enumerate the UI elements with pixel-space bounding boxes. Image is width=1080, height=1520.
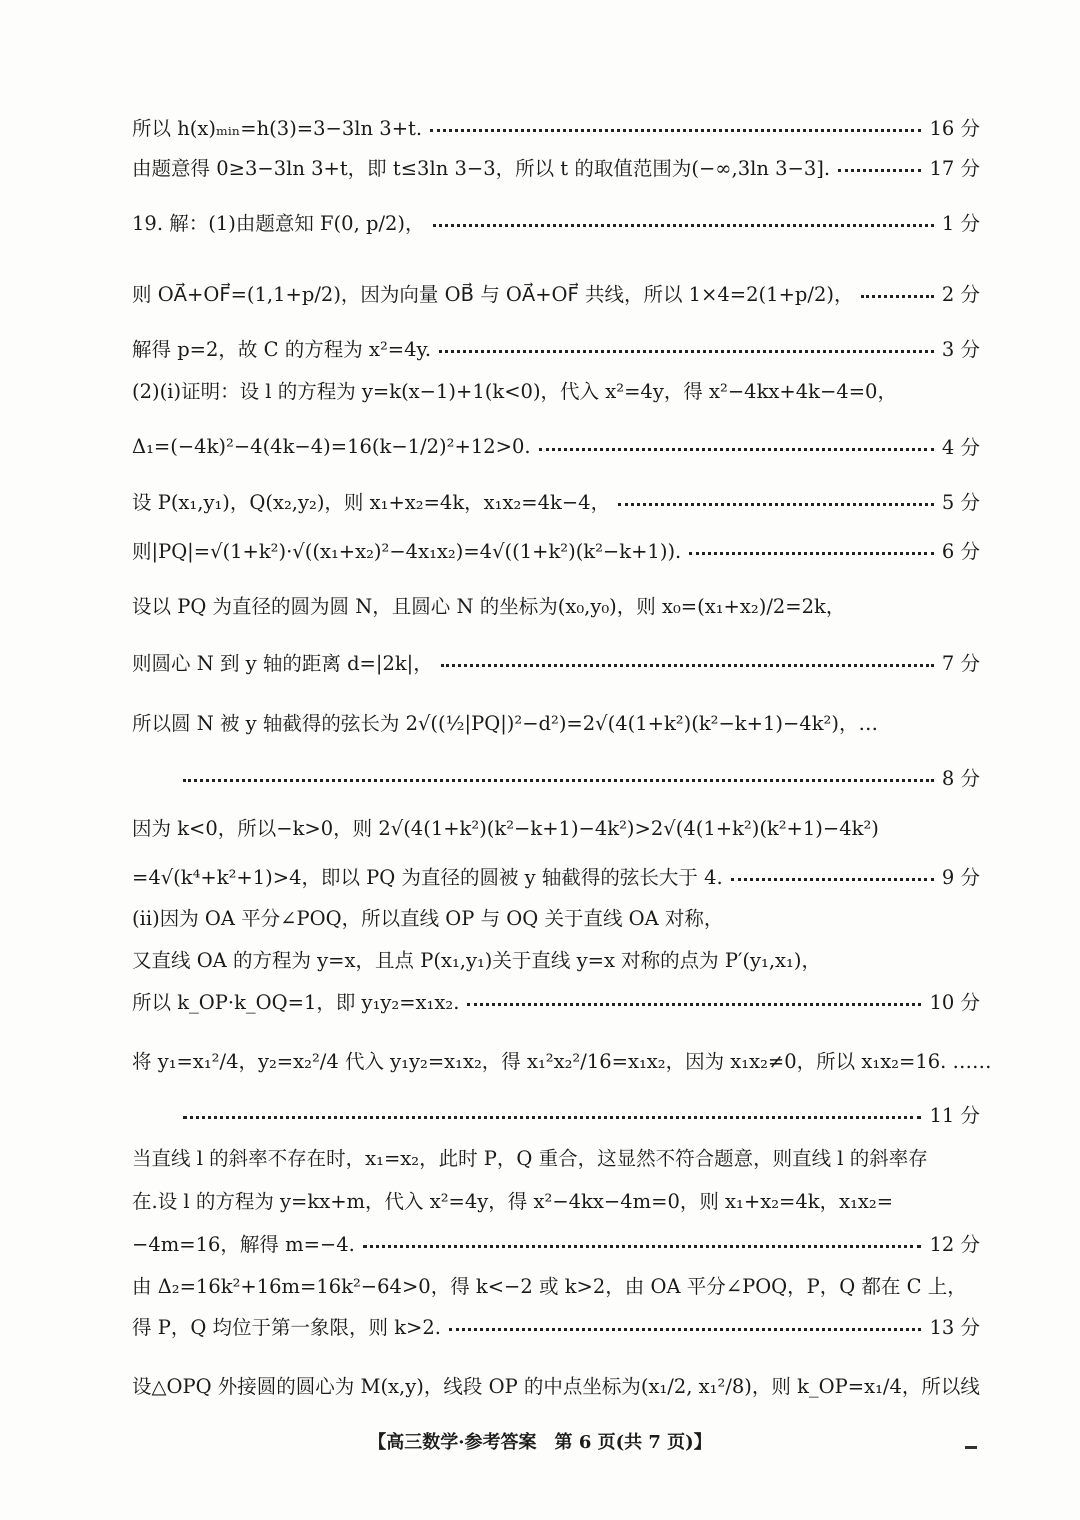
text-line xyxy=(132,642,980,682)
score-label: 16 分 xyxy=(929,117,980,140)
dot-leader xyxy=(439,350,934,353)
line-text: 将 y₁=x₁²/4，y₂=x₂²/4 代入 y₁y₂=x₁x₂，得 x₁²x₂²/16=x₁x₂，因为 x₁x₂≠0，所以 x₁x₂=16. …… xyxy=(132,1050,992,1073)
text-line xyxy=(132,1223,980,1263)
text-line xyxy=(132,981,980,1021)
text-line xyxy=(132,147,980,187)
dot-leader xyxy=(433,224,934,227)
text-line xyxy=(132,1040,992,1080)
score-label: 10 分 xyxy=(929,991,980,1014)
text-line xyxy=(132,1365,980,1405)
line-text: 又直线 OA 的方程为 y=x，且点 P(x₁,y₁)关于直线 y=x 对称的点为 P′(y₁,x₁)， xyxy=(132,949,821,972)
dot-leader xyxy=(183,779,934,782)
line-text: 所以圆 N 被 y 轴截得的弦长为 2√((½|PQ|)²−d²)=2√(4(1+k²)(k²−k+1)−4k²)，… xyxy=(132,712,878,735)
text-line xyxy=(132,530,980,570)
text-line xyxy=(132,481,980,521)
line-text: 解得 p=2，故 C 的方程为 x²=4y. xyxy=(132,338,432,361)
score-label: 3 分 xyxy=(941,338,980,361)
dot-leader xyxy=(618,503,934,506)
line-text: Δ₁=(−4k)²−4(4k−4)=16(k−1/2)²+12>0. xyxy=(132,434,531,458)
dot-leader xyxy=(861,295,933,298)
text-line xyxy=(132,202,980,242)
line-text: 19. 解：(1)由题意知 F(0, p/2)， xyxy=(132,212,425,235)
score-label: 8 分 xyxy=(941,767,980,790)
text-line xyxy=(132,807,980,847)
line-text: −4m=16，解得 m=−4. xyxy=(132,1233,355,1256)
score-label: 13 分 xyxy=(929,1316,980,1339)
line-text: 得 P，Q 均位于第一象限，则 k>2. xyxy=(132,1316,441,1339)
dot-leader xyxy=(731,878,934,881)
text-line xyxy=(132,426,980,466)
page-footer: 【高三数学·参考答案 第 6 页(共 7 页)】 xyxy=(368,1432,712,1453)
line-text: =4√(k⁴+k²+1)>4，即以 PQ 为直径的圆被 y 轴截得的弦长大于 4. xyxy=(132,866,723,889)
dot-leader xyxy=(539,448,934,451)
score-label: 17 分 xyxy=(929,157,980,180)
score-label: 1 分 xyxy=(941,212,980,235)
line-text: 设△OPQ 外接圆的圆心为 M(x,y)，线段 OP 的中点坐标为(x₁/2, x₁²/8)，则 k_OP=x₁/4，所以线 xyxy=(132,1375,980,1398)
text-line xyxy=(132,1137,980,1177)
score-label: 7 分 xyxy=(941,652,980,675)
text-line xyxy=(132,328,980,368)
line-text: 所以 h(x)ₘᵢₙ=h(3)=3−3ln 3+t. xyxy=(132,117,423,140)
line-text: 当直线 l 的斜率不存在时，x₁=x₂，此时 P，Q 重合，这显然不符合题意，则直线 l 的斜率存 xyxy=(132,1147,928,1170)
text-line xyxy=(132,1306,980,1346)
dot-leader xyxy=(441,664,934,667)
text-line xyxy=(132,897,980,937)
line-text: 由 Δ₂=16k²+16m=16k²−64>0，得 k<−2 或 k>2，由 OA 平分∠POQ，P，Q 都在 C 上， xyxy=(132,1275,967,1298)
dot-leader xyxy=(449,1328,922,1331)
line-text: 则|PQ|=√(1+k²)·√((x₁+x₂)²−4x₁x₂)=4√((1+k²)(k²−k+1)). xyxy=(132,540,682,563)
text-line xyxy=(175,757,980,797)
scan-mark xyxy=(965,1446,977,1449)
text-line xyxy=(132,702,980,742)
dot-leader xyxy=(838,169,921,172)
text-line xyxy=(132,107,980,147)
line-text: 所以 k_OP·k_OQ=1，即 y₁y₂=x₁x₂. xyxy=(132,991,460,1014)
text-line xyxy=(132,939,980,979)
score-label: 2 分 xyxy=(941,283,980,306)
text-line xyxy=(132,1180,980,1220)
line-text: 则 OA⃗+OF⃗=(1,1+p/2)，因为向量 OB⃗ 与 OA⃗+OF⃗ 共线，所以 1×4=2(1+p/2)， xyxy=(132,283,854,306)
line-text: 在.设 l 的方程为 y=kx+m，代入 x²=4y，得 x²−4kx−4m=0，则 x₁+x₂=4k，x₁x₂= xyxy=(132,1190,894,1213)
dot-leader xyxy=(467,1003,921,1006)
score-label: 11 分 xyxy=(929,1104,980,1127)
line-text: 设 P(x₁,y₁)，Q(x₂,y₂)，则 x₁+x₂=4k，x₁x₂=4k−4， xyxy=(132,491,611,514)
dot-leader xyxy=(363,1245,922,1248)
score-label: 4 分 xyxy=(941,436,980,459)
line-text: 因为 k<0，所以−k>0，则 2√(4(1+k²)(k²−k+1)−4k²)>2√(4(1+k²)(k²+1)−4k²) xyxy=(132,817,879,840)
score-label: 6 分 xyxy=(941,540,980,563)
dot-leader xyxy=(183,1116,921,1119)
line-text: (2)(ⅰ)证明：设 l 的方程为 y=k(x−1)+1(k<0)，代入 x²=4y，得 x²−4kx+4k−4=0， xyxy=(132,380,897,403)
dot-leader xyxy=(430,129,921,132)
text-line xyxy=(132,1265,980,1305)
dot-leader xyxy=(689,552,934,555)
line-text: 则圆心 N 到 y 轴的距离 d=|2k|， xyxy=(132,652,433,675)
line-text: 由题意得 0≥3−3ln 3+t，即 t≤3ln 3−3，所以 t 的取值范围为(−∞,3ln 3−3]. xyxy=(132,157,831,180)
text-line xyxy=(132,585,980,625)
text-line xyxy=(132,856,980,896)
line-text: 设以 PQ 为直径的圆为圆 N，且圆心 N 的坐标为(x₀,y₀)，则 x₀=(x₁+x₂)/2=2k， xyxy=(132,595,846,618)
text-line xyxy=(132,273,980,313)
text-line xyxy=(175,1094,980,1134)
line-text: (ⅱ)因为 OA 平分∠POQ，所以直线 OP 与 OQ 关于直线 OA 对称， xyxy=(132,907,724,930)
score-label: 9 分 xyxy=(941,866,980,889)
score-label: 5 分 xyxy=(941,491,980,514)
score-label: 12 分 xyxy=(929,1233,980,1256)
text-line xyxy=(132,370,980,410)
